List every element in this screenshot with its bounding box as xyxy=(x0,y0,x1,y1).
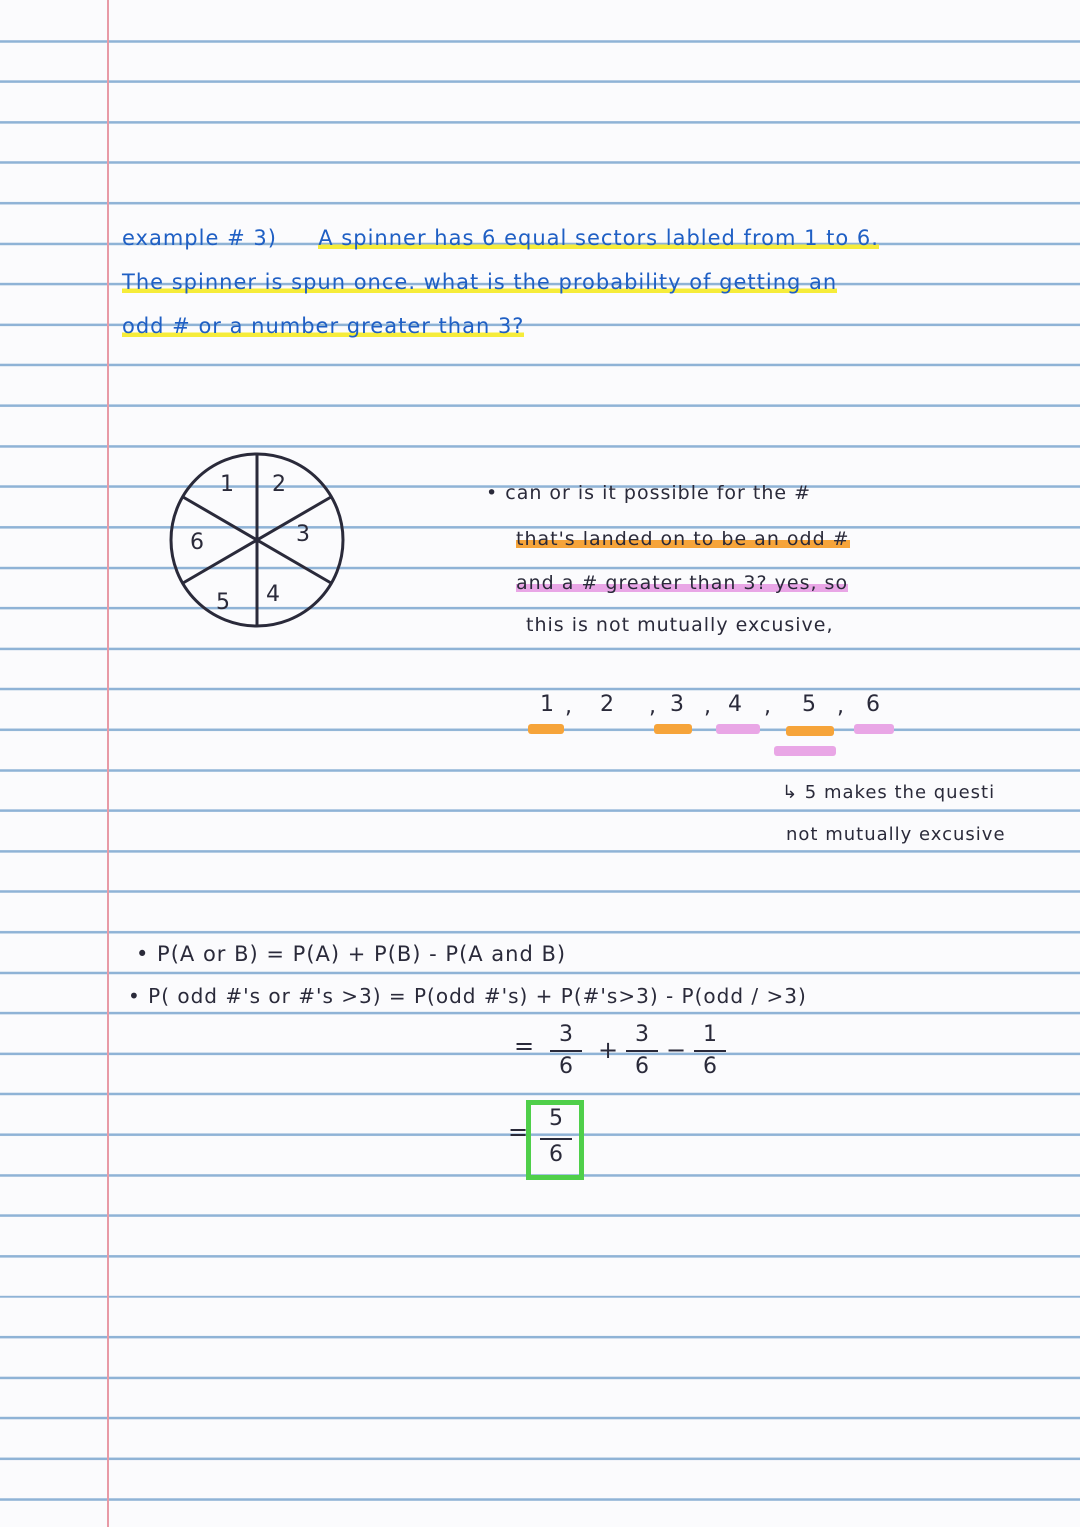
fraction-2-denominator: 6 xyxy=(635,1054,649,1079)
answer-numerator: 5 xyxy=(549,1106,563,1131)
reasoning-line-1: • can or is it possible for the # xyxy=(486,482,812,504)
note-line-1: ↳ 5 makes the questi xyxy=(782,782,996,803)
problem-line-3 xyxy=(122,314,524,338)
problem-line-2 xyxy=(122,270,837,294)
equals-sign: = xyxy=(514,1032,536,1060)
spinner-sector-3: 3 xyxy=(296,522,310,547)
formula-general: • P(A or B) = P(A) + P(B) - P(A and B) xyxy=(136,942,567,966)
spinner-sector-1: 1 xyxy=(220,472,234,497)
problem-text-1: A spinner has 6 equal sectors labled from 1 to 6. xyxy=(318,226,879,250)
odd-mark-5 xyxy=(786,726,834,736)
sequence-item-1: 1 xyxy=(540,692,555,717)
answer-equals-sign: = xyxy=(508,1118,530,1146)
problem-text-3: odd # or a number greater than 3? xyxy=(122,314,525,338)
problem-text-2: The spinner is spun once. what is the probability of getting an xyxy=(122,270,838,294)
minus-sign: − xyxy=(666,1036,688,1064)
fraction-3-denominator: 6 xyxy=(703,1054,717,1079)
answer-denominator: 6 xyxy=(549,1142,563,1167)
reasoning-line-4: this is not mutually excusive, xyxy=(526,614,834,636)
spinner-diagram xyxy=(160,440,350,640)
fraction-1-denominator: 6 xyxy=(559,1054,573,1079)
sequence-item-2: 2 xyxy=(600,692,615,717)
fraction-2-numerator: 3 xyxy=(635,1022,649,1047)
sequence-item-4: 4 xyxy=(728,692,743,717)
reasoning-line-2 xyxy=(516,528,850,550)
sequence-item-5: 5 xyxy=(802,692,817,717)
greater-mark-5 xyxy=(774,746,836,756)
reasoning-text-3: and a # greater than 3? yes, so xyxy=(516,572,849,594)
greater-mark-6 xyxy=(854,724,894,734)
spinner-sector-4: 4 xyxy=(266,582,280,607)
sequence-separator: , xyxy=(764,694,772,719)
sequence-separator: , xyxy=(565,694,573,719)
sequence-separator: , xyxy=(649,694,657,719)
spinner-sector-6: 6 xyxy=(190,530,204,555)
sequence-separator: , xyxy=(837,694,845,719)
problem-line-1 xyxy=(122,226,879,250)
sequence-item-3: 3 xyxy=(670,692,685,717)
fraction-1-numerator: 3 xyxy=(559,1022,573,1047)
fraction-3-numerator: 1 xyxy=(703,1022,717,1047)
fraction-2-bar xyxy=(626,1050,658,1052)
odd-mark-3 xyxy=(654,724,692,734)
margin-line xyxy=(107,0,109,1527)
sequence-item-6: 6 xyxy=(866,692,881,717)
spinner-sector-2: 2 xyxy=(272,472,286,497)
reasoning-text-2: that's landed on to be an odd # xyxy=(516,528,850,550)
fraction-3-bar xyxy=(694,1050,726,1052)
greater-mark-4 xyxy=(716,724,760,734)
note-line-2: not mutually excusive xyxy=(786,824,1006,845)
reasoning-line-3 xyxy=(516,572,848,594)
odd-mark-1 xyxy=(528,724,564,734)
formula-applied: • P( odd #'s or #'s >3) = P(odd #'s) + P(#'s>3) - P(odd / >3) xyxy=(128,984,807,1008)
answer-fraction-bar xyxy=(540,1138,572,1140)
example-label: example # 3) xyxy=(122,226,277,250)
sequence-separator: , xyxy=(704,694,712,719)
plus-sign: + xyxy=(598,1036,620,1064)
fraction-1-bar xyxy=(550,1050,582,1052)
spinner-sector-5: 5 xyxy=(216,590,230,615)
